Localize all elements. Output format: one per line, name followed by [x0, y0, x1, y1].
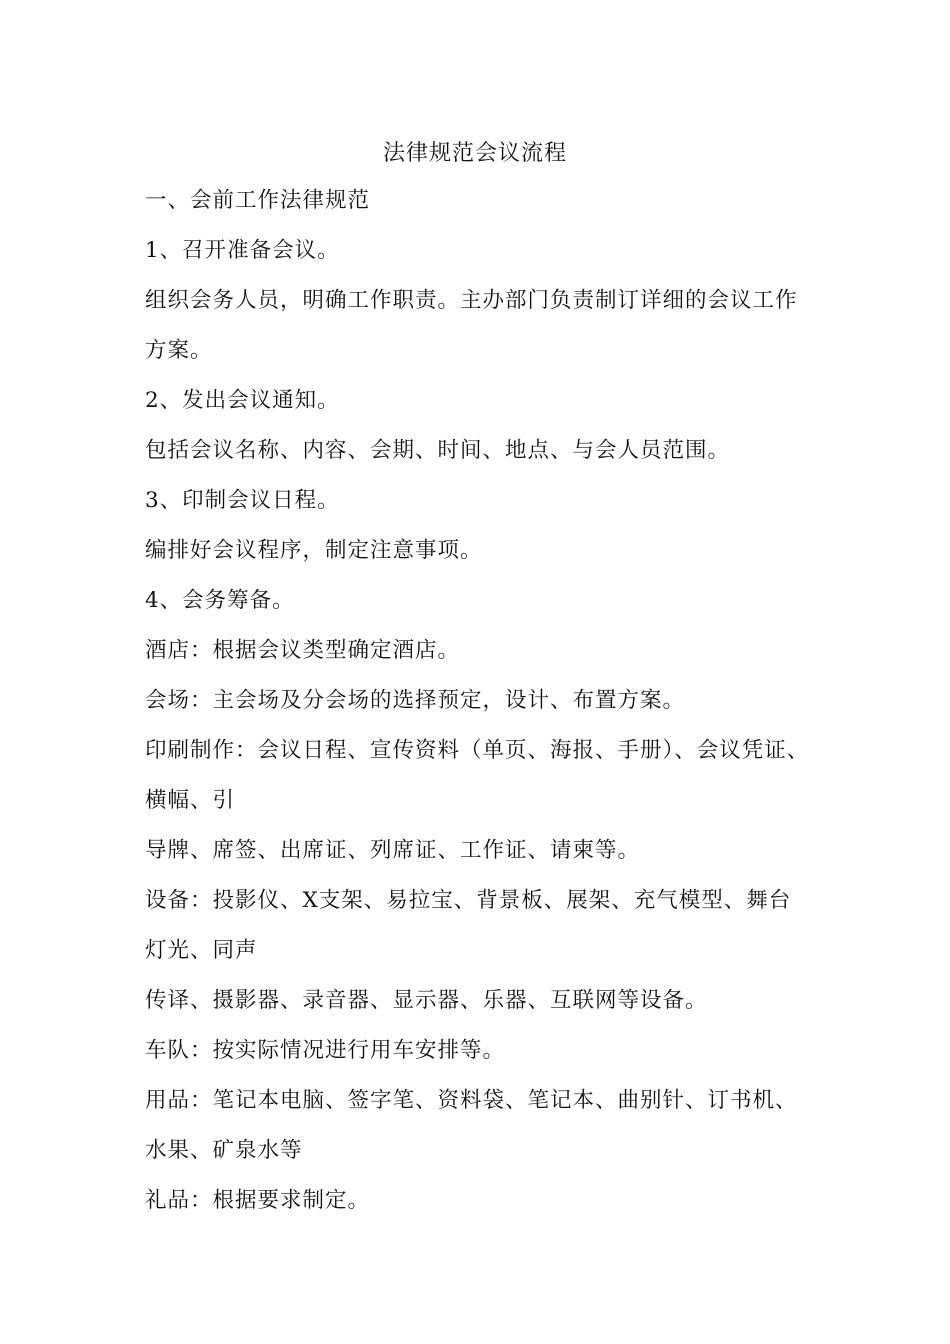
paragraph-line: 方案。 [145, 338, 213, 363]
item-heading-4: 4、会务筹备。 [145, 588, 295, 613]
item-heading-1: 1、召开准备会议。 [145, 238, 340, 263]
document-title: 法律规范会议流程 [382, 141, 567, 166]
paragraph-line: 横幅、引 [145, 788, 236, 813]
paragraph-line: 设备：投影仪、X支架、易拉宝、背景板、展架、充气模型、舞台 [145, 888, 792, 913]
section-heading-pre-meeting: 一、会前工作法律规范 [145, 188, 371, 213]
paragraph-line: 包括会议名称、内容、会期、时间、地点、与会人员范围。 [145, 438, 731, 463]
paragraph-line: 编排好会议程序，制定注意事项。 [145, 538, 483, 563]
paragraph-line: 礼品：根据要求制定。 [145, 1188, 371, 1213]
paragraph-line: 酒店：根据会议类型确定酒店。 [145, 638, 461, 663]
item-heading-2: 2、发出会议通知。 [145, 388, 340, 413]
paragraph-line: 印刷制作：会议日程、宣传资料（单页、海报、手册）、会议凭证、 [145, 738, 810, 763]
paragraph-line: 车队：按实际情况进行用车安排等。 [145, 1038, 506, 1063]
paragraph-line: 用品：笔记本电脑、签字笔、资料袋、笔记本、曲别针、订书机、 [145, 1088, 798, 1113]
paragraph-line: 组织会务人员，明确工作职责。主办部门负责制订详细的会议工作 [145, 288, 798, 313]
paragraph-line: 传译、摄影器、录音器、显示器、乐器、互联网等设备。 [145, 988, 708, 1013]
paragraph-line: 水果、矿泉水等 [145, 1138, 303, 1163]
paragraph-line: 会场：主会场及分会场的选择预定，设计、布置方案。 [145, 688, 686, 713]
paragraph-line: 灯光、同声 [145, 938, 258, 963]
paragraph-line: 导牌、席签、出席证、列席证、工作证、请柬等。 [145, 838, 641, 863]
item-heading-3: 3、印制会议日程。 [145, 488, 340, 513]
